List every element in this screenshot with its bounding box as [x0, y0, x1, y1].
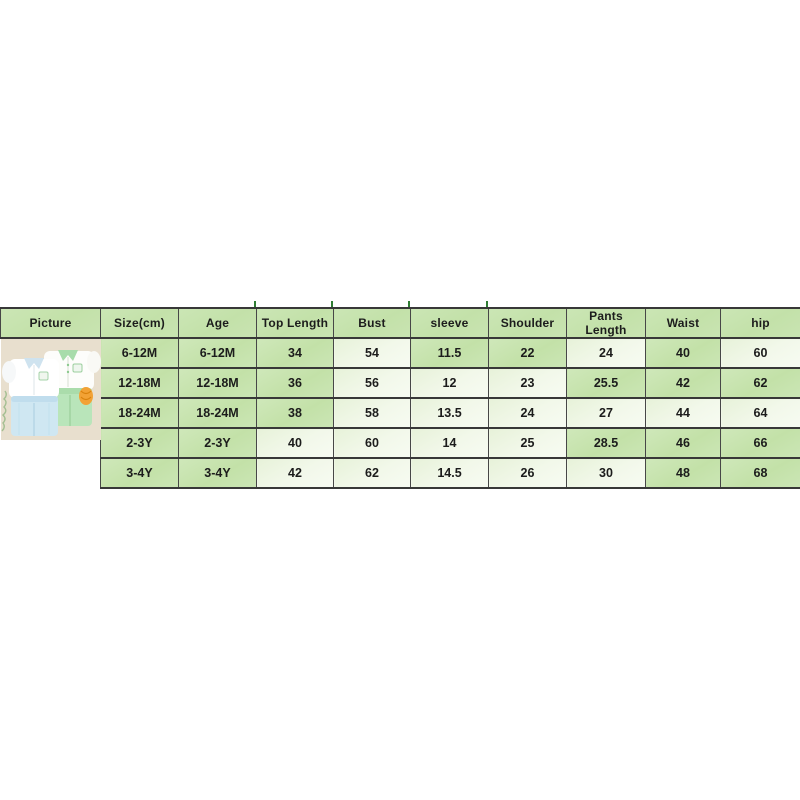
- table-cell: 3-4Y: [101, 458, 179, 488]
- table-cell: 22: [489, 338, 567, 368]
- table-cell: 2-3Y: [179, 428, 257, 458]
- table-cell: 60: [721, 338, 800, 368]
- table-cell: 44: [646, 398, 721, 428]
- table-cell: 54: [334, 338, 411, 368]
- orange-toy-icon: [79, 387, 93, 405]
- blue-outfit-shorts-icon: [11, 396, 58, 436]
- col-header-sleeve: sleeve: [411, 308, 489, 338]
- table-cell: 30: [567, 458, 646, 488]
- header-row: [1, 308, 800, 338]
- col-header-age: Age: [179, 308, 257, 338]
- table-cell: 42: [646, 368, 721, 398]
- table-cell: 26: [489, 458, 567, 488]
- table-cell: 23: [489, 368, 567, 398]
- table-row: [1, 398, 800, 428]
- blue-outfit-shirt-icon: [2, 358, 59, 398]
- table-cell: 46: [646, 428, 721, 458]
- table-cell: 48: [646, 458, 721, 488]
- col-header-size: Size(cm): [101, 308, 179, 338]
- table-cell: 28.5: [567, 428, 646, 458]
- table-cell: 62: [334, 458, 411, 488]
- table-cell: 25.5: [567, 368, 646, 398]
- table-cell: 38: [257, 398, 334, 428]
- table-cell: 18-24M: [101, 398, 179, 428]
- col-header-top-length: Top Length: [257, 308, 334, 338]
- table-cell: 2-3Y: [101, 428, 179, 458]
- table-cell: 56: [334, 368, 411, 398]
- col-header-picture: Picture: [1, 308, 101, 338]
- table-cell: 24: [567, 338, 646, 368]
- col-header-waist: Waist: [646, 308, 721, 338]
- col-header-pants-length: Pants Length: [567, 308, 646, 338]
- table-cell: 12-18M: [179, 368, 257, 398]
- size-chart-table: [0, 307, 800, 489]
- col-header-shoulder: Shoulder: [489, 308, 567, 338]
- table-cell: 14: [411, 428, 489, 458]
- table-cell: 60: [334, 428, 411, 458]
- table-cell: 68: [721, 458, 800, 488]
- table-cell: 34: [257, 338, 334, 368]
- table-row: [1, 368, 800, 398]
- table-cell: 42: [257, 458, 334, 488]
- table-cell: 3-4Y: [179, 458, 257, 488]
- table-cell: 14.5: [411, 458, 489, 488]
- table-cell: 25: [489, 428, 567, 458]
- col-header-bust: Bust: [334, 308, 411, 338]
- col-header-hip: hip: [721, 308, 800, 338]
- table-cell: 24: [489, 398, 567, 428]
- table-cell: 27: [567, 398, 646, 428]
- table-cell: 40: [646, 338, 721, 368]
- table-cell: 64: [721, 398, 800, 428]
- table-cell: 58: [334, 398, 411, 428]
- table-cell: 62: [721, 368, 800, 398]
- table-cell: 36: [257, 368, 334, 398]
- product-photo: [1, 339, 101, 440]
- table-cell: 12: [411, 368, 489, 398]
- table-row: [1, 338, 800, 368]
- table-cell: 66: [721, 428, 800, 458]
- table-row: [1, 428, 800, 458]
- table-cell: 11.5: [411, 338, 489, 368]
- product-photo-cell: [1, 338, 101, 488]
- table-cell: 6-12M: [101, 338, 179, 368]
- table-cell: 12-18M: [101, 368, 179, 398]
- table-cell: 13.5: [411, 398, 489, 428]
- table-cell: 40: [257, 428, 334, 458]
- table-cell: 6-12M: [179, 338, 257, 368]
- table-row: [1, 458, 800, 488]
- size-table-body: [1, 338, 800, 488]
- table-cell: 18-24M: [179, 398, 257, 428]
